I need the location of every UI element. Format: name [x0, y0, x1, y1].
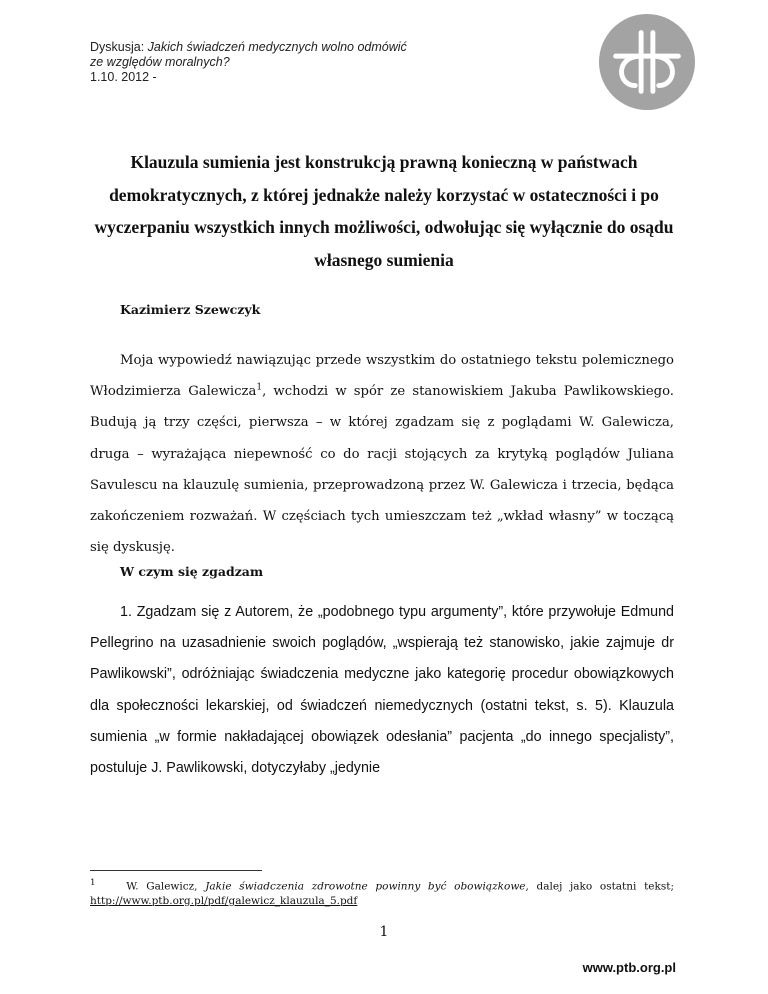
section-heading: W czym się zgadzam	[120, 564, 264, 579]
body-paragraph	[90, 597, 674, 784]
footnote-rest: , dalej jako ostatni tekst;	[525, 880, 675, 893]
body-text: 1. Zgadzam się z Autorem, że „podobnego typu argumenty”, które przywołuje Edmund Pellegrino na uzasadnienie swoich poglądów, „wspierają też stanowisko, jakie zajmuje dr Pawlikowski”, odróżniając świadczenia medyczne jako kategorię procedur obowiązkowych dla społeczności lekarskiej, od świadczeń niemedycznych (ostatni tekst, s. 5). Klauzula sumienia „w formie nakładającej obowiązek odesłania” pacjenta „do innego specjalisty”, postuluje J. Pawlikowski, dotyczyłaby „jedynie	[90, 604, 674, 777]
page-header	[90, 40, 407, 85]
discussion-topic-1: Jakich świadczeń medycznych wolno odmówić	[147, 40, 407, 54]
footnote-mark: 1	[90, 878, 96, 888]
author-name: Kazimierz Szewczyk	[120, 302, 261, 317]
footnote-author: W. Galewicz,	[126, 880, 206, 893]
footnote-work: Jakie świadczenia zdrowotne powinny być obowiązkowe	[205, 880, 526, 893]
discussion-topic-2: ze względów moralnych?	[90, 55, 230, 69]
footnote-ref[interactable]: 1	[256, 382, 263, 393]
discussion-line	[90, 40, 407, 55]
document-title: Klauzula sumienia jest konstrukcją prawną konieczną w państwach demokratycznych, z której jednakże należy korzystać w ostateczności i po wyczerpaniu wszystkich innych możliwości, odwołując się wyłącznie do osądu własnego sumienia	[94, 152, 674, 270]
intro-text-a: Moja wypowiedź nawiązując przede wszystkim do ostatniego tekstu polemicznego Włodzimierza Galewicza	[90, 353, 674, 400]
page-number: 1	[379, 924, 389, 940]
logo-text: ptb	[646, 109, 648, 111]
footnote-link[interactable]: http://www.ptb.org.pl/pdf/galewicz_klauzula_5.pdf	[90, 895, 358, 907]
intro-text-b: , wchodzi w spór ze stanowiskiem Jakuba Pawlikowskiego. Budują ją trzy części, pierwsza – w której zgadzam się z poglądami W. Galewicza, druga – wyrażająca niepewność co do racji stojących za krytyką poglądów Juliana Savulescu na klauzulę sumienia, przeprowadzoną przez W. Galewicza i trzecia, będąca zakończeniem rozważań. W częściach tych umieszczam też „wkład własny” w toczącą się dyskusję.	[90, 384, 674, 556]
footnote-divider	[90, 870, 262, 871]
discussion-date: 1.10. 2012 -	[90, 70, 157, 84]
footnote	[90, 876, 674, 909]
site-url[interactable]: www.ptb.org.pl	[582, 960, 676, 975]
intro-paragraph	[90, 345, 674, 563]
discussion-prefix: Dyskusja:	[90, 40, 148, 54]
ptb-logo	[598, 13, 696, 111]
